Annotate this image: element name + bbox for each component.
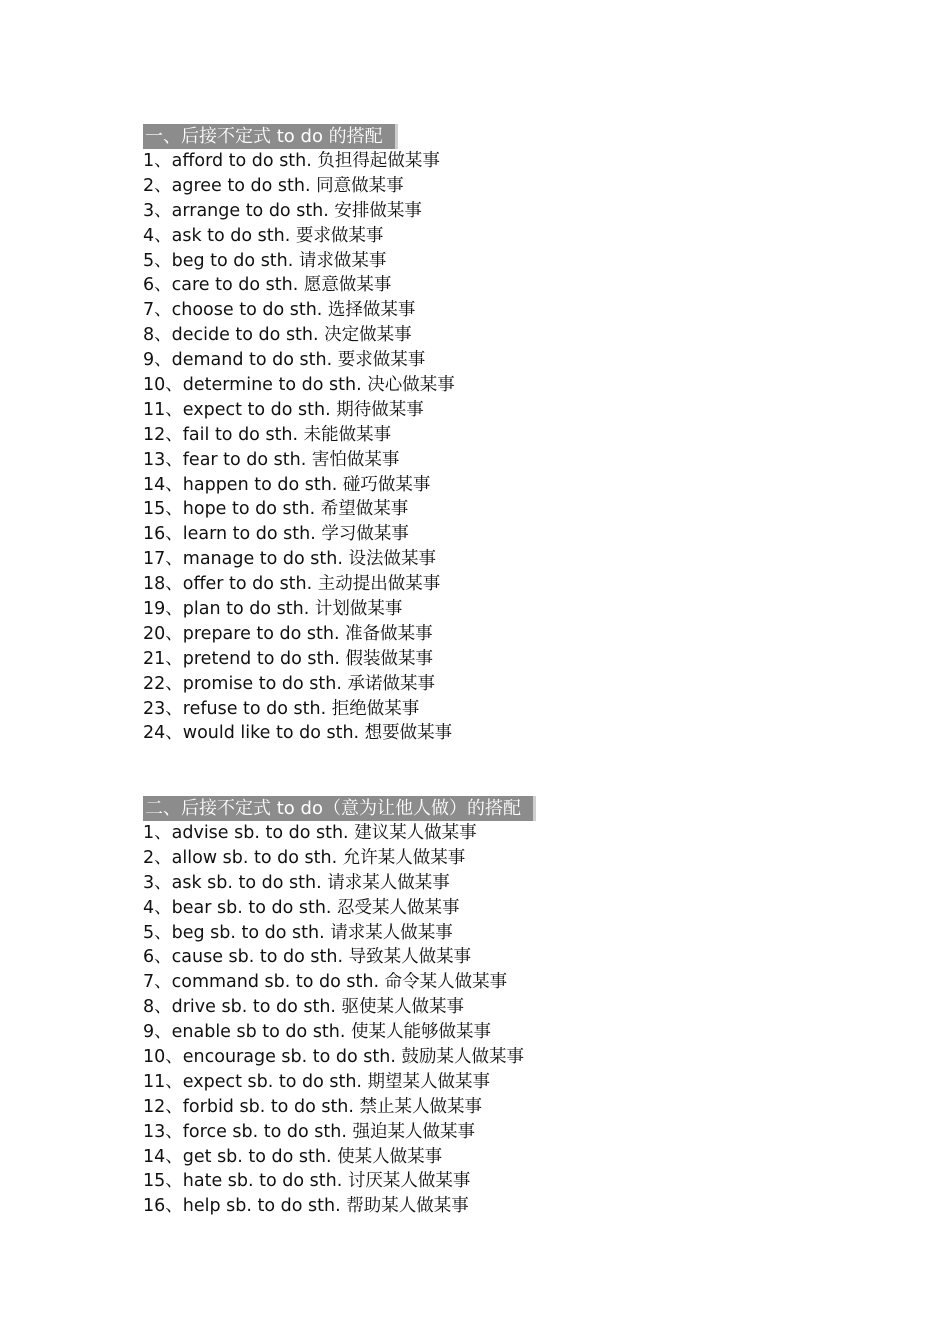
list-item: 4、ask to do sth. 要求做某事 bbox=[143, 225, 384, 246]
list-item: 18、offer to do sth. 主动提出做某事 bbox=[143, 574, 441, 595]
collocation-list bbox=[143, 821, 536, 1219]
list-item: 3、arrange to do sth. 安排做某事 bbox=[143, 200, 422, 221]
section-infinitive-collocations bbox=[143, 124, 455, 746]
list-item: 17、manage to do sth. 设法做某事 bbox=[143, 549, 436, 570]
list-item: 9、demand to do sth. 要求做某事 bbox=[143, 350, 426, 371]
list-item: 24、would like to do sth. 想要做某事 bbox=[143, 723, 453, 744]
list-item: 20、prepare to do sth. 准备做某事 bbox=[143, 623, 433, 644]
list-item: 13、fear to do sth. 害怕做某事 bbox=[143, 449, 400, 470]
list-item: 21、pretend to do sth. 假装做某事 bbox=[143, 648, 434, 669]
list-item: 15、hate sb. to do sth. 讨厌某人做某事 bbox=[143, 1171, 471, 1192]
list-item: 5、beg to do sth. 请求做某事 bbox=[143, 250, 387, 271]
list-item: 2、allow sb. to do sth. 允许某人做某事 bbox=[143, 847, 466, 868]
list-item: 13、force sb. to do sth. 强迫某人做某事 bbox=[143, 1121, 475, 1142]
list-item: 10、determine to do sth. 决心做某事 bbox=[143, 375, 455, 396]
list-item: 11、expect to do sth. 期待做某事 bbox=[143, 399, 424, 420]
list-item: 22、promise to do sth. 承诺做某事 bbox=[143, 673, 435, 694]
list-item: 6、cause sb. to do sth. 导致某人做某事 bbox=[143, 947, 472, 968]
collocation-list bbox=[143, 149, 455, 746]
list-item: 3、ask sb. to do sth. 请求某人做某事 bbox=[143, 872, 450, 893]
list-item: 8、drive sb. to do sth. 驱使某人做某事 bbox=[143, 997, 465, 1018]
list-item: 7、choose to do sth. 选择做某事 bbox=[143, 300, 416, 321]
list-item: 10、encourage sb. to do sth. 鼓励某人做某事 bbox=[143, 1047, 524, 1068]
list-item: 7、command sb. to do sth. 命令某人做某事 bbox=[143, 972, 508, 993]
list-item: 12、fail to do sth. 未能做某事 bbox=[143, 424, 392, 445]
list-item: 2、agree to do sth. 同意做某事 bbox=[143, 175, 404, 196]
list-item: 4、bear sb. to do sth. 忍受某人做某事 bbox=[143, 897, 460, 918]
list-item: 15、hope to do sth. 希望做某事 bbox=[143, 499, 409, 520]
section-heading: 一、后接不定式 to do 的搭配 bbox=[143, 124, 398, 149]
list-item: 14、get sb. to do sth. 使某人做某事 bbox=[143, 1146, 443, 1167]
list-item: 19、plan to do sth. 计划做某事 bbox=[143, 599, 403, 620]
list-item: 12、forbid sb. to do sth. 禁止某人做某事 bbox=[143, 1096, 483, 1117]
list-item: 8、decide to do sth. 决定做某事 bbox=[143, 325, 412, 346]
list-item: 23、refuse to do sth. 拒绝做某事 bbox=[143, 698, 420, 719]
section-heading: 二、后接不定式 to do（意为让他人做）的搭配 bbox=[143, 796, 536, 821]
list-item: 11、expect sb. to do sth. 期望某人做某事 bbox=[143, 1071, 491, 1092]
list-item: 9、enable sb to do sth. 使某人能够做某事 bbox=[143, 1022, 492, 1043]
list-item: 1、advise sb. to do sth. 建议某人做某事 bbox=[143, 823, 477, 843]
list-item: 16、help sb. to do sth. 帮助某人做某事 bbox=[143, 1196, 469, 1217]
list-item: 5、beg sb. to do sth. 请求某人做某事 bbox=[143, 922, 453, 943]
list-item: 14、happen to do sth. 碰巧做某事 bbox=[143, 474, 431, 495]
list-item: 1、afford to do sth. 负担得起做某事 bbox=[143, 151, 440, 171]
list-item: 6、care to do sth. 愿意做某事 bbox=[143, 275, 392, 296]
section-object-infinitive-collocations bbox=[143, 796, 536, 1219]
list-item: 16、learn to do sth. 学习做某事 bbox=[143, 524, 409, 545]
